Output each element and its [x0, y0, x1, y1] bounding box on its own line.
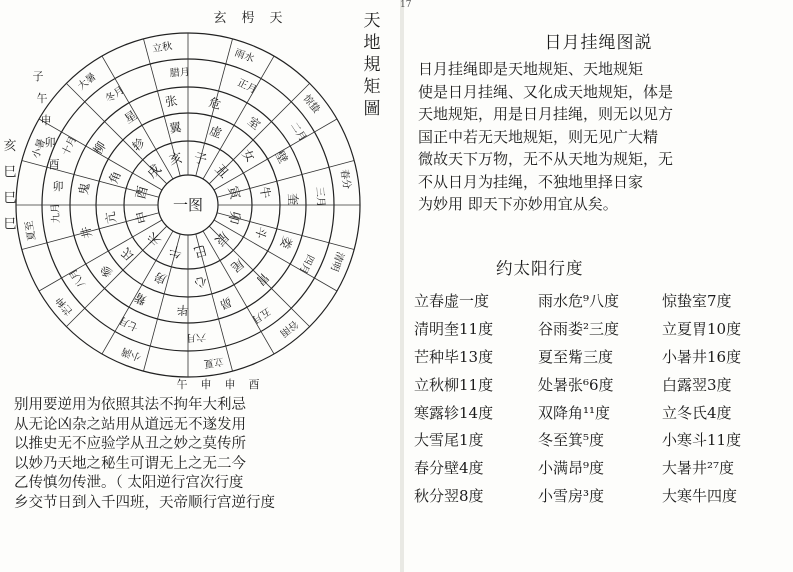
table-cell: 小满昂⁹度: [538, 459, 605, 478]
paragraph-line: 为妙用 即天下亦妙用宜从矣。: [418, 195, 618, 213]
left-text-line: 以推史无不应验学从丑之妙之莫传所: [14, 436, 246, 453]
mansion-label: 危: [207, 95, 223, 112]
mansion-label: 鬼: [76, 181, 93, 196]
mansion-label: 柳: [90, 139, 109, 157]
table-cell: 立秋柳11度: [414, 375, 494, 394]
table-row: [414, 370, 786, 398]
month-label: 冬月: [103, 84, 127, 106]
month-label: 正月: [235, 77, 259, 97]
outer-left-label: 午: [36, 92, 48, 105]
paragraph-line: 日月挂绳即是天地规矩、天地规矩: [418, 60, 644, 78]
table-cell: 立春虚一度: [414, 292, 490, 311]
month-label: 九月: [50, 202, 63, 224]
table-row: [414, 287, 786, 315]
mansion-label: 井: [78, 224, 95, 241]
paragraph-line: 不从日月为挂绳，不独地里择日家: [418, 172, 644, 191]
paragraph-line: 使是日月挂绳、又化成天地规矩，体是: [418, 82, 674, 101]
page-number: 17: [400, 0, 412, 10]
left-text-line: 从无论凶杂之站用从道远无不遂发用: [14, 416, 246, 433]
branch-label: 丑: [211, 161, 232, 182]
wheel-spoke: [214, 220, 337, 291]
table-cell: 大寒牛四度: [662, 486, 738, 505]
diagram-caption-char: 規: [363, 55, 381, 75]
table-cell: 雨水危⁹八度: [538, 292, 620, 311]
month-label: 八月: [67, 266, 89, 290]
solar-term-label: 芒种: [54, 294, 76, 317]
table-cell: 寒露轸14度: [414, 403, 494, 422]
wheel-spoke: [39, 220, 162, 291]
mansion-label: 张: [164, 93, 179, 110]
lunar-mansion-label: 轸: [129, 135, 148, 154]
lunar-mansion-label: 心: [193, 274, 208, 290]
branch-label: 辰: [211, 228, 232, 249]
branch-label: 申: [133, 208, 152, 226]
branch-label: 未: [144, 228, 165, 249]
outer-left-label: 卯: [44, 136, 56, 149]
table-cell: 小雪房³度: [538, 486, 605, 505]
mansion-label: 胃: [253, 269, 272, 289]
table-row: [414, 482, 786, 510]
table-cell: 小寒斗11度: [662, 431, 742, 450]
solar-degree-table: [414, 287, 786, 509]
wheel-spoke: [203, 56, 274, 179]
lunar-mansion-label: 虚: [207, 123, 224, 141]
outer-bottom-label: 午: [176, 378, 188, 391]
table-cell: 春分壁4度: [414, 459, 484, 478]
lunar-mansion-label: 亢: [103, 210, 119, 225]
left-margin-label: 巳: [3, 191, 17, 206]
branch-label: 亥: [167, 150, 185, 169]
outer-left-label: 申: [40, 114, 52, 127]
outer-bottom-label: 酉: [248, 378, 260, 391]
solar-term-label: 小满: [120, 345, 144, 363]
branch-label: 酉: [133, 184, 152, 202]
table-row: [414, 315, 786, 343]
solar-term-label: 春分: [337, 168, 352, 191]
table-cell: 白露翌3度: [662, 375, 732, 394]
mansion-label: 昴: [217, 294, 234, 312]
month-label: 六月: [185, 330, 207, 343]
lunar-mansion-label: 翼: [168, 120, 183, 136]
month-label: 五月: [249, 304, 273, 326]
mansion-label: 娄: [277, 234, 295, 251]
lunar-mansion-label: 斗: [252, 224, 270, 241]
solar-term-label: 立秋: [151, 41, 174, 56]
branch-label: 寅: [224, 184, 243, 202]
table-cell: 立夏胃10度: [662, 320, 742, 339]
solar-term-label: 清明: [328, 249, 346, 273]
wheel-spoke: [203, 231, 274, 354]
diagram-caption-char: 矩: [363, 77, 381, 97]
paragraph-line: 天地规矩，用是日月挂绳，则无以见方: [418, 105, 674, 123]
table-row: [414, 343, 786, 371]
table-cell: 夏至觜三度: [538, 347, 614, 366]
table-cell: 双降角¹¹度: [538, 403, 611, 422]
branch-label: 卯: [224, 208, 243, 226]
table-cell: 冬至箕⁵度: [538, 431, 605, 450]
outer-left-label: 子: [32, 70, 44, 83]
outer-bottom-label: 申: [200, 378, 212, 391]
diagram-caption-char: 地: [363, 33, 381, 53]
table-cell: 谷雨娄²三度: [538, 320, 620, 339]
diagram-caption-char: 圖: [363, 99, 381, 119]
solar-term-label: 立夏: [202, 354, 225, 369]
month-label: 三月: [313, 186, 326, 208]
lunar-mansion-label: 牛: [257, 185, 273, 200]
lunar-mansion-label: 角: [106, 169, 124, 186]
branch-label: 巳: [191, 241, 209, 260]
mansion-label: 壁: [272, 148, 291, 166]
left-margin-label: 亥: [3, 139, 17, 154]
lunar-mansion-label: 尾: [228, 256, 247, 275]
left-text-line: 以妙乃天地之秘生可谓无上之无二今: [14, 455, 246, 472]
table-title: 约太阳行度: [496, 259, 584, 278]
outer-top-label: 天: [269, 11, 283, 26]
explanation-paragraph: [418, 58, 778, 216]
table-row: [414, 398, 786, 426]
calendar-wheel-diagram: [0, 0, 400, 395]
table-cell: 惊蛰室7度: [662, 292, 732, 311]
left-text-block: [14, 396, 386, 514]
table-cell: 大雪尾1度: [414, 431, 484, 450]
outer-left-label: 酉: [48, 158, 60, 171]
outer-left-label: 卯: [52, 180, 64, 193]
wheel-center-label: 一图: [172, 196, 204, 214]
solar-term-label: 谷雨: [277, 317, 300, 339]
solar-term-label: 雨水: [232, 47, 256, 65]
table-cell: 立冬氏4度: [662, 403, 732, 422]
table-cell: 处暑张⁶6度: [538, 375, 614, 394]
mansion-label: 参: [97, 262, 116, 281]
left-text-line: 乙传慎勿传泄。（ 太阳逆行宫次行度: [14, 475, 244, 492]
mansion-label: 觜: [132, 289, 150, 308]
table-cell: 芒种毕13度: [414, 347, 494, 366]
outer-bottom-label: 申: [224, 378, 236, 391]
table-row: [414, 426, 786, 454]
month-label: 七月: [117, 313, 141, 333]
month-label: 十月: [60, 134, 80, 158]
table-row: [414, 454, 786, 482]
table-cell: 秋分翌8度: [414, 486, 484, 505]
solar-term-label: 惊蛰: [300, 93, 322, 116]
branch-label: 戌: [144, 161, 165, 182]
left-text-line: 乡交节日到入千四班，天帝顺行宫逆行度: [14, 494, 275, 511]
solar-term-label: 大暑: [76, 71, 99, 93]
outer-top-label: 枵: [241, 11, 255, 26]
table-cell: 大暑井²⁷度: [662, 459, 735, 478]
section-title: 日月挂绳图説: [544, 33, 653, 53]
table-cell: 清明奎11度: [414, 320, 494, 339]
branch-label: 子: [191, 150, 209, 169]
mansion-label: 室: [244, 114, 263, 133]
month-label: 腊月: [169, 67, 191, 80]
month-label: 二月: [287, 120, 309, 144]
lunar-mansion-label: 氐: [118, 245, 137, 264]
mansion-label: 奎: [285, 192, 301, 206]
month-label: 四月: [296, 252, 316, 276]
left-margin-label: 巳: [3, 165, 17, 180]
right-page: [404, 0, 793, 572]
left-margin-label: 巳: [3, 217, 17, 232]
mansion-label: 星: [121, 107, 140, 127]
table-cell: 小暑井16度: [662, 347, 742, 366]
outer-top-label: 玄: [213, 11, 227, 26]
solar-term-label: 小暑: [30, 137, 48, 161]
branch-label: 午: [167, 241, 185, 260]
left-text-line: 别用要逆用为依照其法不拘年大利忌: [14, 397, 246, 413]
solar-term-label: 夏至: [24, 219, 39, 242]
mansion-label: 毕: [176, 302, 190, 318]
diagram-caption-char: 天: [363, 11, 381, 31]
lunar-mansion-label: 房: [152, 269, 169, 287]
paragraph-line: 微故天下万物，无不从天地为规矩，无: [418, 150, 674, 168]
paragraph-line: 国正中若无天地规矩，则无见广大精: [418, 127, 659, 146]
lunar-mansion-label: 女: [239, 146, 258, 165]
